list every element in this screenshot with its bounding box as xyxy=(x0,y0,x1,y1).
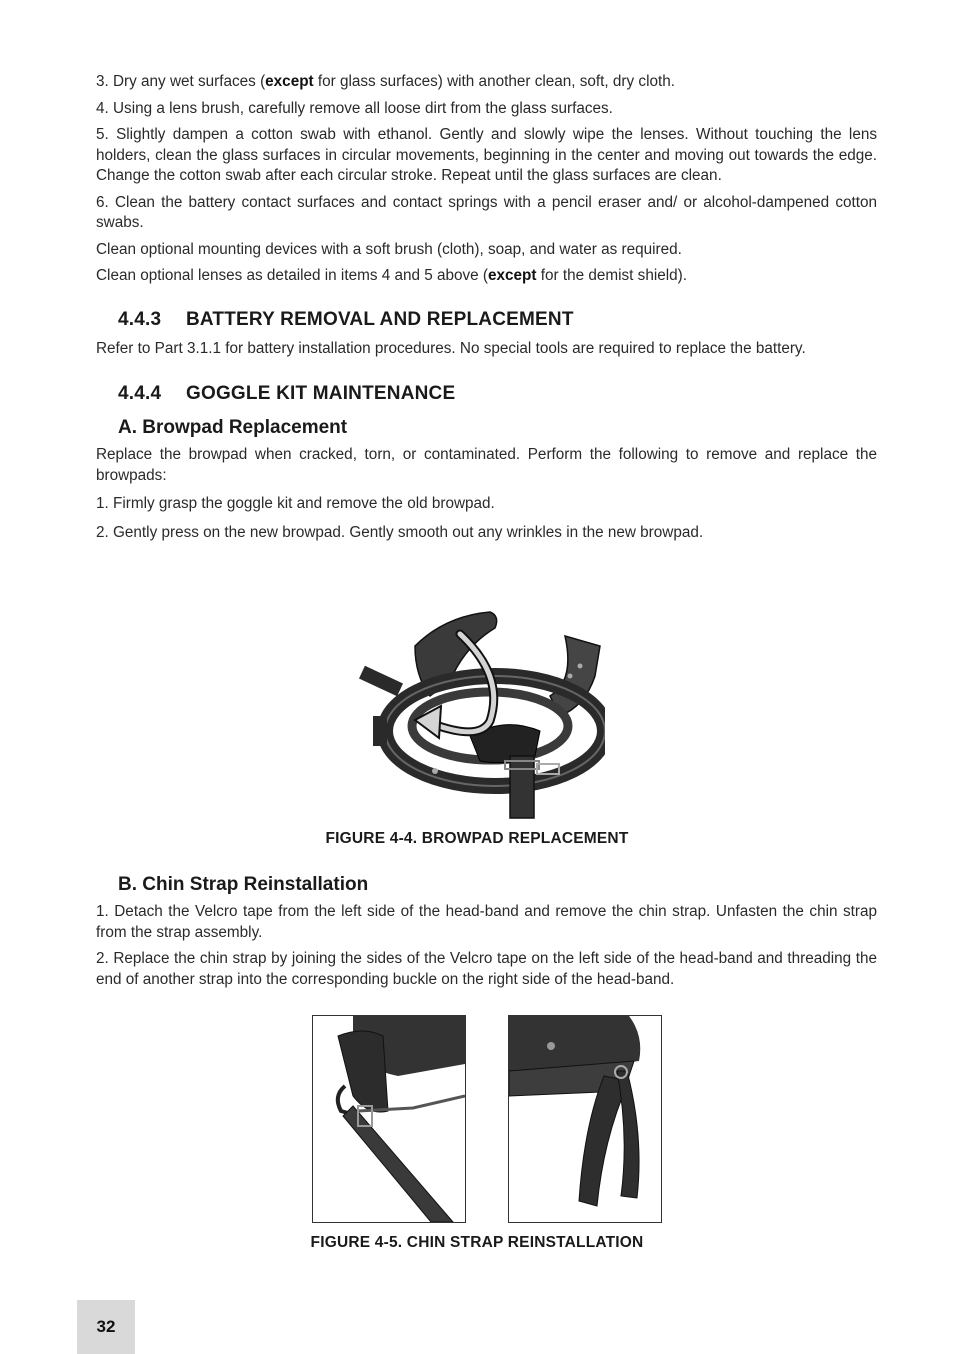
browpad-heading: A. Browpad Replacement xyxy=(118,417,348,438)
browpad-step-2: 2. Gently press on the new browpad. Gently smooth out any wrinkles in the new browpad. xyxy=(96,523,704,541)
browpad-intro: Replace the browpad when cracked, torn, or contaminated. Perform the following to remove and replace the browpads: xyxy=(96,446,877,484)
chinstrap-heading: B. Chin Strap Reinstallation xyxy=(118,874,369,895)
chinstrap-step-1: 1. Detach the Velcro tape from the left side of the head-band and remove the chin strap. Unfasten the chin strap from the strap assembly. xyxy=(96,903,877,941)
chinstrap-photo-left xyxy=(312,1015,466,1223)
figure-4-4-caption: FIGURE 4-4. BROWPAD REPLACEMENT xyxy=(325,830,629,847)
step-4: 4. Using a lens brush, carefully remove all loose dirt from the glass surfaces. xyxy=(96,99,613,117)
section-443-heading: 4.4.3 BATTERY REMOVAL AND REPLACEMENT xyxy=(118,308,574,330)
optional-lenses-note: Clean optional lenses as detailed in items 4 and 5 above (except for the demist shield). xyxy=(96,267,687,284)
section-443-body: Refer to Part 3.1.1 for battery installation procedures. No special tools are required to replace the battery. xyxy=(96,339,806,357)
browpad-step-1: 1. Firmly grasp the goggle kit and remove the old browpad. xyxy=(96,495,495,512)
step-5: 5. Slightly dampen a cotton swab with ethanol. Gently and slowly wipe the lenses. Without touching the lens holders, clean the glass surfaces in circular movements, beginning in the center and moving out towards the edge. Change the cotton swab after each circular stroke. Repeat until the glass surfaces are clean. xyxy=(96,126,877,184)
browpad-figure xyxy=(355,606,605,826)
step-6: 6. Clean the battery contact surfaces and contact springs with a pencil eraser and/ or alcohol-dampened cotton swabs. xyxy=(96,193,877,231)
page-number: 32 xyxy=(77,1300,135,1354)
section-444-heading: 4.4.4 GOGGLE KIT MAINTENANCE xyxy=(118,383,456,404)
chinstrap-section xyxy=(96,874,877,996)
figure-4-5-caption: FIGURE 4-5. CHIN STRAP REINSTALLATION xyxy=(310,1234,644,1251)
chinstrap-step-2: 2. Replace the chin strap by joining the sides of the Velcro tape on the left side of the head-band and threading the end of another strap into the corresponding buckle on the right side of the head-band. xyxy=(96,950,877,988)
step-3: 3. Dry any wet surfaces (except for glass surfaces) with another clean, soft, dry cloth. xyxy=(96,73,675,90)
mounting-devices-note: Clean optional mounting devices with a soft brush (cloth), soap, and water as required. xyxy=(96,240,682,258)
chinstrap-photo-right xyxy=(508,1015,662,1223)
page-content xyxy=(96,72,877,549)
